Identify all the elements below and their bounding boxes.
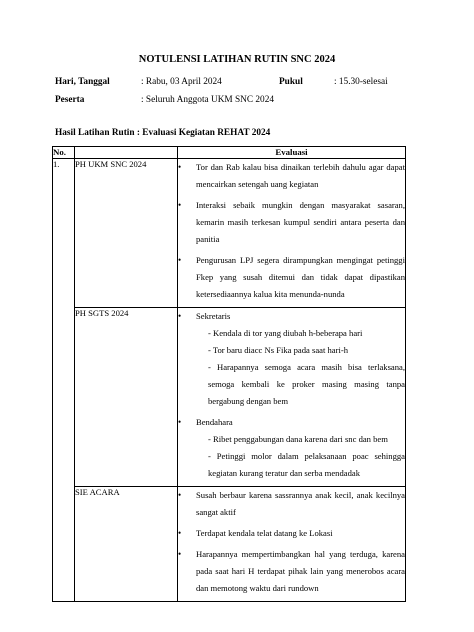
sub-item: - Tor baru diacc Ns Fika pada saat hari-h	[208, 345, 349, 355]
table-row	[53, 487, 406, 602]
row-number: 1.	[53, 159, 75, 602]
hari-value: : Rabu, 03 April 2024	[141, 77, 222, 87]
sub-item: - Harapannya semoga acara masih bisa terlaksana, semoga kembali ke proker masing masing tanpa bergabung dengan bem	[208, 362, 405, 406]
list-item: • Terdapat kendala telat datang ke Lokasi	[178, 525, 405, 542]
evaluation-cell	[178, 487, 406, 602]
bullet-list	[178, 159, 405, 303]
header-evaluasi: Evaluasi	[178, 147, 406, 159]
evaluation-cell	[178, 308, 406, 487]
section-subtitle: Hasil Latihan Rutin : Evaluasi Kegiatan REHAT 2024	[55, 128, 271, 138]
header-no: No.	[53, 147, 75, 159]
list-item: • Tor dan Rab kalau bisa dinaikan terlebih dahulu agar dapat mencairkan setengah uang kegiatan	[178, 159, 405, 193]
evaluation-cell	[178, 159, 406, 308]
sub-item: - Kendala di tor yang diubah h-beberapa hari	[208, 328, 363, 338]
bullet-list	[178, 487, 405, 597]
sub-item: - Ribet penggabungan dana karena dari snc dan bem	[208, 434, 388, 444]
list-item: • Interaksi sebaik mungkin dengan masyarakat sasaran, kemarin masih terkesan kumpul sendiri antara peserta dan panitia	[178, 197, 405, 248]
table-header-row	[53, 147, 406, 159]
sub-item: - Petinggi molor dalam pelaksanaan poac sehingga kegiatan kurang teratur dan serba mendadak	[208, 451, 405, 478]
header-section	[75, 147, 178, 159]
peserta-value: : Seluruh Anggota UKM SNC 2024	[141, 95, 275, 105]
section-name: PH SGTS 2024	[75, 308, 178, 487]
list-item: • Harapannya mempertimbangkan hal yang terduga, karena pada saat hari H terdapat pihak lain yang menerobos acara dan memotong waktu dari rundown	[178, 546, 405, 597]
document-title: NOTULENSI LATIHAN RUTIN SNC 2024	[138, 54, 336, 65]
list-item: • Susah berbaur karena sassrannya anak kecil, anak kecilnya sangat aktif	[178, 487, 405, 521]
table-row	[53, 159, 406, 308]
pukul-value: : 15.30-selesai	[334, 77, 388, 87]
section-name: PH UKM SNC 2024	[75, 159, 178, 308]
table-row	[53, 308, 406, 487]
section-name: SIE ACARA	[75, 487, 178, 602]
bullet-list	[178, 308, 405, 482]
list-item: • Sekretaris - Kendala di tor yang diubah h-beberapa hari - Tor baru diacc Ns Fika pada saat hari-h - Harapannya semoga acara masih bisa terlaksana, semoga kembali ke proker masing masing tanpa bergabung dengan bem	[178, 308, 405, 410]
pukul-label: Pukul	[279, 77, 303, 87]
evaluation-table	[52, 146, 406, 602]
list-item: • Bendahara - Ribet penggabungan dana karena dari snc dan bem - Petinggi molor dalam pelaksanaan poac sehingga kegiatan kurang teratur dan serba mendadak	[178, 414, 405, 482]
hari-label: Hari, Tanggal	[55, 77, 110, 87]
list-item: • Pengurusan LPJ segera dirampungkan mengingat petinggi Fkep yang susah ditemui dan tidak dapat dipastikan ketersediaannya kalua kita menunda-nunda	[178, 252, 405, 303]
peserta-label: Peserta	[55, 95, 85, 105]
